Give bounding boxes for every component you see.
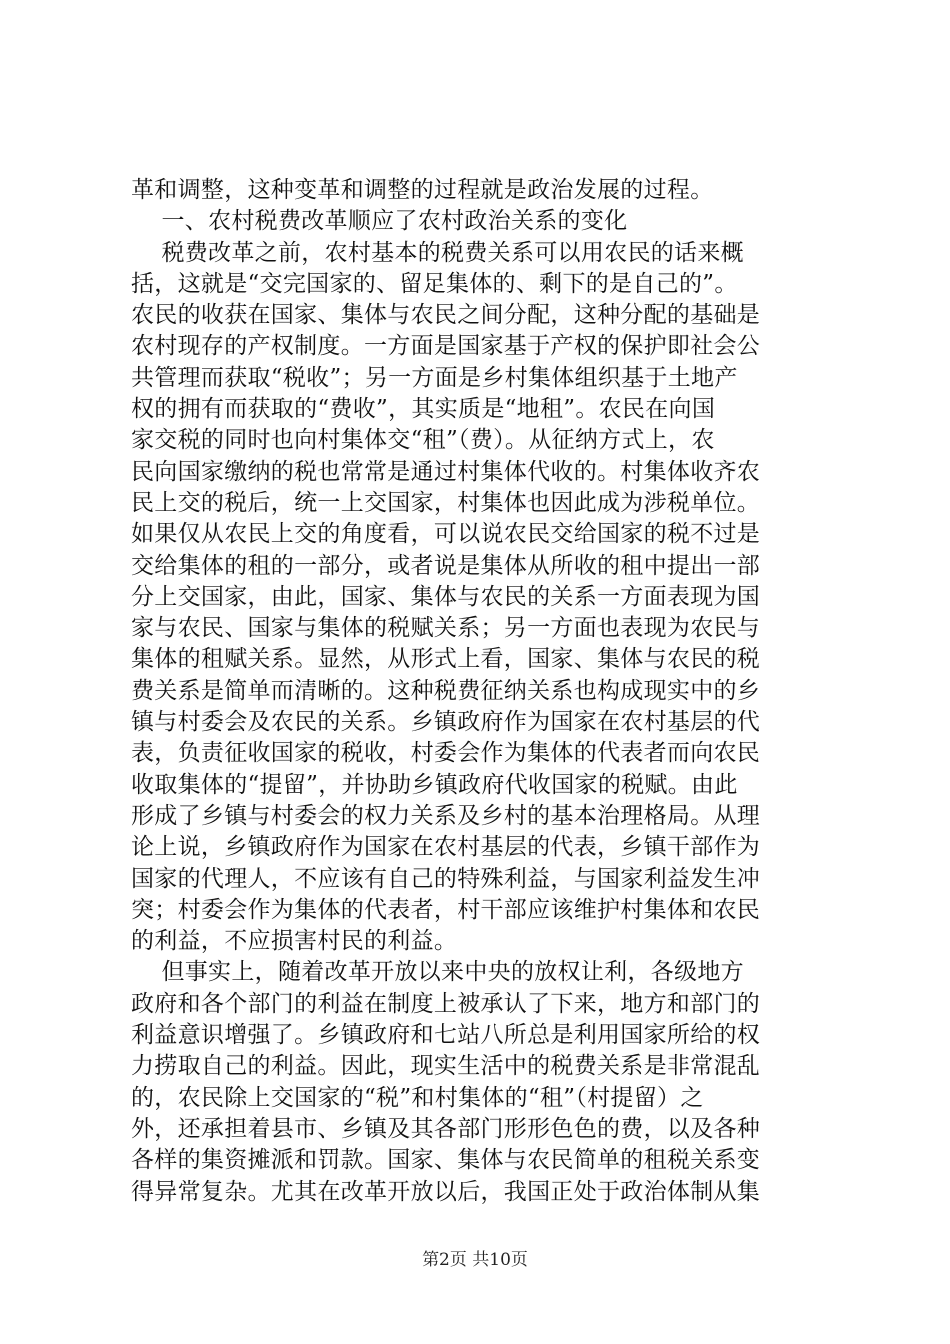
text-line: 力捞取自己的利益。因此，现实生活中的税费关系是非常混乱	[131, 1053, 761, 1080]
text-line: 利益意识增强了。乡镇政府和七站八所总是利用国家所给的权	[131, 1022, 761, 1049]
text-line: 农村现存的产权制度。一方面是国家基于产权的保护即社会公	[131, 333, 761, 360]
document-body	[131, 175, 823, 1208]
text-line: 得异常复杂。尤其在改革开放以后，我国正处于政治体制从集	[131, 1178, 761, 1205]
text-line: 各样的集资摊派和罚款。国家、集体与农民简单的租税关系变	[131, 1147, 761, 1174]
text-line: 权的拥有而获取的“费收”，其实质是“地租”。农民在向国	[131, 396, 716, 423]
text-line: 家交税的同时也向村集体交“租”（费）。从征纳方式上，农	[131, 427, 715, 454]
text-line: 括，这就是“交完国家的、留足集体的、剩下的是自己的”。	[131, 270, 738, 297]
text-line: 外，还承担着县市、乡镇及其各部门形形色色的费，以及各种	[131, 1115, 761, 1142]
text-line: 分上交国家，由此，国家、集体与农民的关系一方面表现为国	[131, 583, 761, 610]
text-line: 的利益，不应损害村民的利益。	[131, 928, 458, 955]
section-heading: 一、农村税费改革顺应了农村政治关系的变化	[131, 208, 628, 235]
text-line: 收取集体的“提留”，并协助乡镇政府代收国家的税赋。由此	[131, 771, 738, 798]
text-line: 共管理而获取“税收”；另一方面是乡村集体组织基于土地产	[131, 364, 738, 391]
text-line: 民向国家缴纳的税也常常是通过村集体代收的。村集体收齐农	[131, 458, 761, 485]
text-line: 民上交的税后，统一上交国家，村集体也因此成为涉税单位。	[131, 489, 761, 516]
text-line: 国家的代理人，不应该有自己的特殊利益，与国家利益发生冲	[131, 865, 761, 892]
text-line: 费关系是简单而清晰的。这种税费征纳关系也构成现实中的乡	[131, 677, 761, 704]
text-line: 家与农民、国家与集体的税赋关系；另一方面也表现为农民与	[131, 615, 761, 642]
text-line: 如果仅从农民上交的角度看，可以说农民交给国家的税不过是	[131, 521, 761, 548]
page-number-footer: 第2页 共10页	[422, 1250, 528, 1270]
text-line: 革和调整，这种变革和调整的过程就是政治发展的过程。	[131, 177, 714, 203]
text-line: 但事实上，随着改革开放以来中央的放权让利，各级地方	[131, 959, 744, 986]
text-line: 形成了乡镇与村委会的权力关系及乡村的基本治理格局。从理	[131, 802, 761, 829]
text-line: 镇与村委会及农民的关系。乡镇政府作为国家在农村基层的代	[131, 709, 761, 736]
text-line: 集体的租赋关系。显然，从形式上看，国家、集体与农民的税	[131, 646, 761, 673]
text-line: 交给集体的租的一部分，或者说是集体从所收的租中提出一部	[131, 552, 761, 579]
text-line: 税费改革之前，农村基本的税费关系可以用农民的话来概	[131, 239, 744, 266]
text-line: 政府和各个部门的利益在制度上被承认了下来，地方和部门的	[131, 990, 761, 1017]
text-line: 的，农民除上交国家的“税”和村集体的“租”（村提留）之	[131, 1084, 704, 1111]
text-line: 论上说，乡镇政府作为国家在农村基层的代表，乡镇干部作为	[131, 834, 761, 861]
text-line: 表，负责征收国家的税收，村委会作为集体的代表者而向农民	[131, 740, 761, 767]
text-line: 农民的收获在国家、集体与农民之间分配，这种分配的基础是	[131, 302, 761, 329]
text-line: 突；村委会作为集体的代表者，村干部应该维护村集体和农民	[131, 896, 761, 923]
